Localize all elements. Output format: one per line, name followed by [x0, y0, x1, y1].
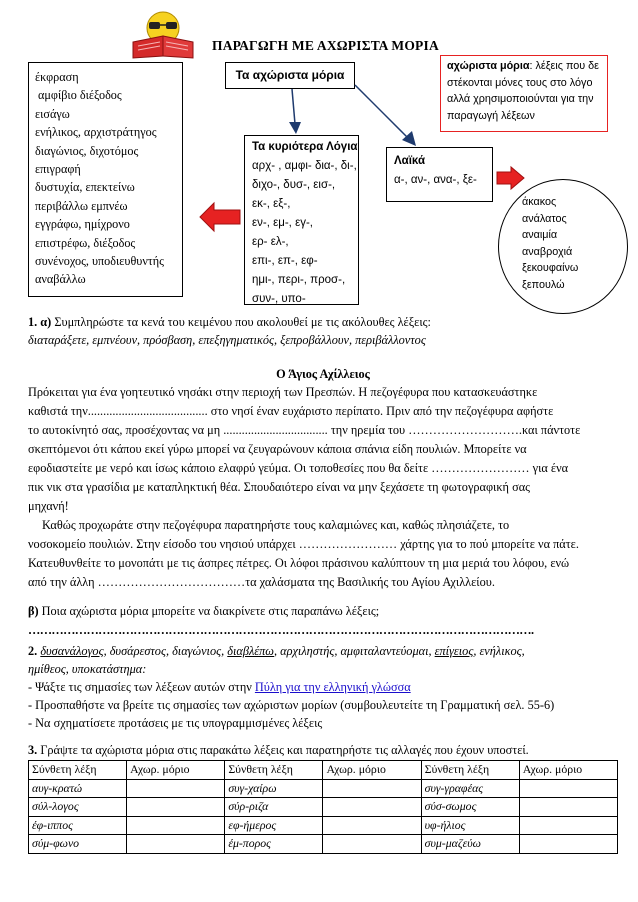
list-item: διχο-, δυσ-, εισ-,: [252, 179, 336, 191]
list-item: έκφραση: [35, 70, 79, 84]
table-header-row: [29, 761, 618, 780]
answer-cell[interactable]: [519, 798, 617, 817]
text-line: Καθώς προχωράτε στην πεζογέφυρα παρατηρήστε τους καλαμιώνες και, καθώς πλησιάζετε, το: [42, 518, 510, 532]
list-item: επιγραφή: [35, 162, 81, 177]
list-item: ξεκουφαίνω: [522, 262, 579, 274]
column-header: Αχωρ. μόριο: [323, 761, 421, 780]
exercise3-instruction-text: Γράψτε τα αχώριστα μόρια στις παρακάτω λέξεις και παρατηρήστε τις αλλαγές που έχουν υποστεί.: [40, 743, 529, 757]
compound-word: αυγ-κρατώ: [29, 779, 127, 798]
answer-cell[interactable]: [323, 798, 421, 817]
list-item: εν-, εμ-, εγ-,: [252, 217, 313, 229]
compound-word: συγ-χαίρω: [225, 779, 323, 798]
bullet-text: - Ψάξτε τις σημασίες των λέξεων αυτών στην: [28, 680, 255, 694]
answer-cell[interactable]: [519, 835, 617, 854]
text-line: Κατευθυνθείτε το μονοπάτι με τις άσπρες πέτρες. Οι λόφοι πράσινου καλύπτουν τη μια μεριά του λόφου, ενώ: [28, 556, 570, 570]
column-header: Σύνθετη λέξη: [225, 761, 323, 780]
text-title: Ο Άγιος Αχίλλειος: [276, 367, 370, 381]
answer-cell[interactable]: [519, 779, 617, 798]
list-item: περιβάλλω εμπνέω: [35, 198, 128, 213]
red-right-arrow-icon: [497, 167, 524, 189]
compound-word: έμ-πορος: [225, 835, 323, 854]
text-line: πικ νικ στα γρασίδια με καταπληκτική θέα. Σπουδαιότερο είναι να μην ξεχάσετε τη φωτογραφική σας: [28, 480, 531, 494]
answer-cell[interactable]: [127, 835, 225, 854]
text-line: μηχανή!: [28, 499, 69, 513]
exercise1-word-bank: διαταράξετε, εμπνέουν, πρόσβαση, επεξηγηματικός, ξεπροβάλλουν, περιβάλλοντος: [28, 333, 426, 347]
compound-word: υφ-ήλιος: [421, 816, 519, 835]
particles-table: [28, 760, 618, 854]
list-item: ενήλικος, αρχιστράτηγος: [35, 125, 157, 140]
column-header: Σύνθετη λέξη: [29, 761, 127, 780]
list-item: εγγράφω, ημίχρονο: [35, 217, 130, 232]
text-line: Πρόκειται για ένα γοητευτικό νησάκι στην περιοχή των Πρεσπών. Η πεζογέφυρα που κατασκευάστηκε: [28, 385, 538, 399]
compound-word: σύσ-σωμος: [421, 798, 519, 817]
exercise1-instruction: [28, 313, 618, 333]
table-row: [29, 816, 618, 835]
exercise2-bullet-3: - Να σχηματίσετε προτάσεις με τις υπογραμμισμένες λέξεις: [28, 716, 323, 730]
table-row: [29, 798, 618, 817]
exercise2-words-line2: ημίθεος, υποκατάστημα:: [28, 662, 147, 676]
exercise1b-label: β): [28, 604, 39, 618]
list-item: ανάλατος: [522, 212, 567, 225]
list-item: αρχ- , αμφι- δια-, δι-,: [252, 160, 357, 172]
list-item: αναιμία: [522, 229, 558, 241]
answer-cell[interactable]: [519, 816, 617, 835]
table-row: [29, 779, 618, 798]
exercise1b-question-text: Ποια αχώριστα μόρια μπορείτε να διακρίνετε στις παραπάνω λέξεις;: [41, 604, 380, 618]
word-underlined: δυσανάλογος: [40, 644, 104, 658]
answer-cell[interactable]: [323, 779, 421, 798]
word-underlined: διαβλέπω: [227, 644, 274, 658]
list-item: συνένοχος, υποδιευθυντής: [35, 254, 164, 269]
list-item: αμφίβιο διέξοδος: [38, 88, 122, 103]
list-item: συν-, υπο-: [252, 293, 306, 305]
definition-term: αχώριστα μόρια: [447, 60, 530, 72]
exercise2-bullet-2: - Προσπαθήστε να βρείτε τις σημασίες των αχώριστων μορίων (συμβουλευτείτε τη Γραμματική σελ. 55-6): [28, 698, 555, 712]
list-item: ξεπουλώ: [522, 278, 565, 291]
popular-title: Λαϊκά: [394, 155, 426, 167]
answer-cell[interactable]: [127, 816, 225, 835]
compound-word: σύλ-λογος: [29, 798, 127, 817]
list-item: εισάγω: [35, 106, 70, 121]
list-item: επι-, επ-, εφ-: [252, 255, 318, 267]
exercise3-instruction: [28, 741, 618, 761]
list-item: αναβροχιά: [522, 245, 573, 258]
column-header: Αχωρ. μόριο: [127, 761, 225, 780]
compound-word: σύμ-φωνο: [29, 835, 127, 854]
text-line: νοσοκομείο πουλιών. Στην είσοδο του νησιού υπάρχει …………………… χάρτης για το πού μπορείτε να πάτε.: [28, 537, 579, 551]
page-title: ΠΑΡΑΓΩΓΗ ΜΕ ΑΧΩΡΙΣΤΑ ΜΟΡΙΑ: [212, 38, 439, 53]
answer-dots-line: ………………………………………………………………………………………………………………….: [28, 623, 534, 637]
arrow-to-popular-icon: [355, 85, 416, 146]
word-plain: , ενήλικος,: [473, 644, 525, 658]
exercise1-instruction-text: Συμπληρώστε τα κενά του κειμένου που ακολουθεί με τις ακόλουθες λέξεις:: [54, 315, 431, 329]
text-line: από την άλλη ………………………………τα χαλάσματα της Βασιλικής του Αγίου Αχιλλείου.: [28, 575, 495, 589]
table-row: [29, 835, 618, 854]
arrow-to-learned-icon: [289, 89, 301, 134]
answer-cell[interactable]: [323, 816, 421, 835]
diagram-arrows: [0, 0, 638, 330]
list-item: αναβάλλω: [35, 272, 86, 287]
exercise2-bullet-1: [28, 678, 618, 698]
exercise2-words: [28, 642, 618, 662]
list-item: εκ-, εξ-,: [252, 198, 291, 210]
answer-cell[interactable]: [127, 779, 225, 798]
learned-title: Τα κυριότερα Λόγια: [252, 141, 358, 153]
word-plain: , δυσάρεστος, διαγώνιος,: [103, 644, 228, 658]
column-header: Αχωρ. μόριο: [519, 761, 617, 780]
list-item: δυστυχία, επεκτείνω: [35, 180, 135, 195]
text-line: εφοδιαστείτε με νερό και ίσως κάποιο ελαφρύ γεύμα. Οι τοποθεσίες που θα δείτε …………………… για ένα: [28, 461, 569, 475]
exercise2-label: 2.: [28, 644, 38, 658]
text-line: το αυτοκίνητό σας, προσέχοντας να μη .................................. την ηρεμία του ……………………….και πάντοτε: [28, 423, 581, 437]
popular-particles: α-, αν-, ανα-, ξε-: [394, 174, 477, 186]
list-item: επιστρέφω, διέξοδος: [35, 235, 136, 250]
column-header: Σύνθετη λέξη: [421, 761, 519, 780]
answer-cell[interactable]: [127, 798, 225, 817]
compound-word: συγ-γραφέας: [421, 779, 519, 798]
compound-word: συμ-μαζεύω: [421, 835, 519, 854]
compound-word: έφ-ιππος: [29, 816, 127, 835]
list-item: ημι-, περι-, προσ-,: [252, 274, 346, 286]
particles-title-box: Τα αχώριστα μόρια: [225, 62, 355, 89]
answer-cell[interactable]: [323, 835, 421, 854]
compound-word: σύρ-ριζα: [225, 798, 323, 817]
text-line: σκεπτόμενοι ότι κάπου εκεί γύρω μπορεί να ζευγαρώνουν κάποια σπάνια είδη πουλιών. Μπορείτε να: [28, 442, 527, 456]
list-item: ερ- ελ-,: [252, 236, 289, 248]
word-underlined: επίγειος: [434, 644, 474, 658]
greek-language-portal-link[interactable]: Πύλη για την ελληνική γλώσσα: [254, 680, 411, 694]
exercise3-label: 3.: [28, 743, 38, 757]
compound-word: εφ-ήμερος: [225, 816, 323, 835]
exercise1b-question: [28, 602, 618, 622]
definition-text: : λέξεις που δε στέκονται μόνες τους στο λόγο αλλά χρησιμοποιούνται για την παραγωγή λέξεων: [447, 60, 599, 122]
text-line: καθιστά την....................................... στο νησί έναν ευχάριστο περίπατο. Πριν από την πεζογέφυρα αφήστε: [28, 404, 554, 418]
list-item: διαγώνιος, διχοτόμος: [35, 143, 139, 158]
exercise1-label: 1. α): [28, 315, 52, 329]
word-plain: , αρχιληστής, αμφιταλαντεύομαι,: [274, 644, 435, 658]
list-item: άκακος: [522, 196, 557, 208]
red-left-arrow-icon: [200, 203, 240, 231]
